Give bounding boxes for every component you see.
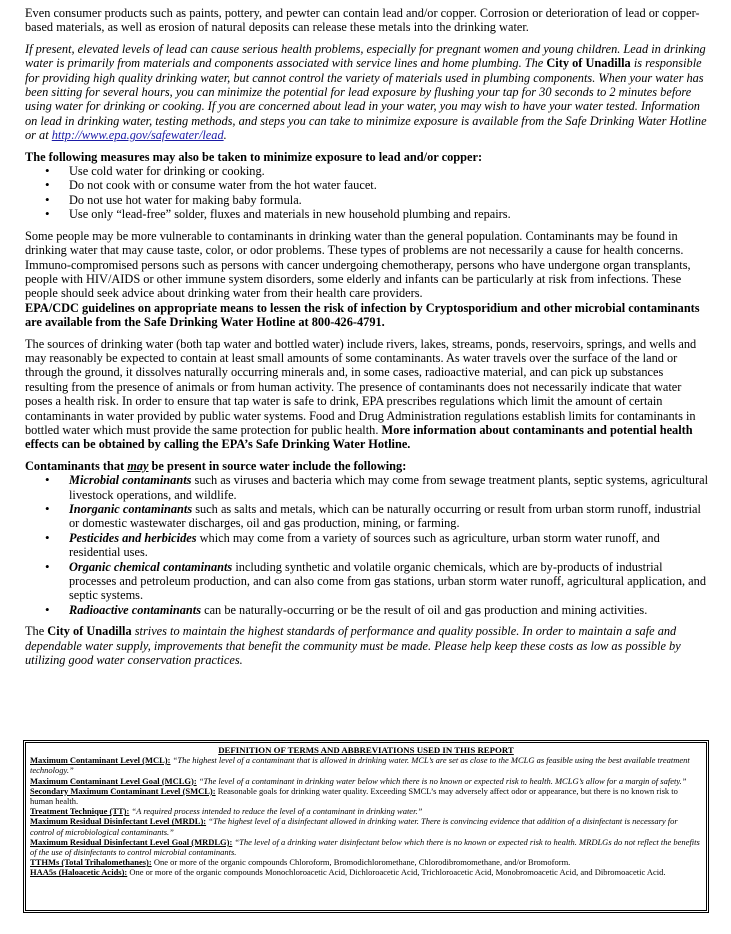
definitions-title: DEFINITION OF TERMS AND ABBREVIATIONS USED IN THIS REPORT (218, 745, 514, 755)
report-page (25, 6, 709, 674)
contaminant-desc: such as viruses and bacteria which may come from sewage treatment plants, septic systems, agricultural livestock operations, and wildlife. (69, 473, 708, 502)
definition-row (30, 867, 702, 877)
contaminants-heading-may: may (127, 458, 149, 473)
city-name: City of Unadilla (546, 56, 631, 71)
definition-term: Maximum Residual Disinfectant Level (MRDL): (30, 816, 207, 827)
contaminant-desc: which may come from a variety of sources such as agriculture, urban storm water runoff, and residential uses. (69, 530, 660, 560)
contaminant-desc: including synthetic and volatile organic chemicals, which are by-products of industrial processes and petroleum production, and can also come from gas stations, urban storm water runoff, agricultural application, and septic systems. (69, 559, 706, 603)
vulnerable-populations-paragraph (25, 229, 709, 330)
list-item (25, 603, 709, 617)
lead-health-end: . (223, 128, 227, 143)
list-item: • Do not cook with or consume water from the hot water faucet. (25, 178, 709, 192)
closing-paragraph (25, 624, 709, 667)
definition-row (30, 755, 702, 775)
definition-row (30, 776, 702, 786)
contaminant-desc: can be naturally-occurring or be the result of oil and gas production and mining activities. (201, 602, 648, 617)
definition-term: TTHMs (Total Trihalomethanes): (30, 857, 152, 868)
contaminants-heading-a: Contaminants that (25, 458, 128, 473)
contaminants-heading-b: be present in source water include the following: (148, 458, 407, 473)
list-item (25, 473, 709, 502)
contaminants-heading (25, 459, 709, 473)
definition-text: “The highest level of a disinfectant allowed in drinking water. There is convincing evidence that addition of a disinfectant is necessary for control of microbiological contaminants.” (30, 816, 678, 837)
list-item: • Use cold water for drinking or cooking. (25, 164, 709, 178)
definition-row (30, 786, 702, 806)
definition-row (30, 837, 702, 857)
contaminant-term: Microbial contaminants (69, 473, 192, 488)
definition-text: “The highest level of a contaminant that is allowed in drinking water. MCL’s are set as close to the MCLG as feasible using the best available treatment technology.” (30, 755, 690, 776)
definition-text: One or more of the organic compounds Chloroform, Bromodichloromethane, Chlorodibromomethane, and/or Bromoform. (151, 857, 571, 868)
hotline-info: More information about contaminants and potential health effects can be obtained by calling the EPA’s Safe Drinking Water Hotline. (25, 422, 693, 452)
definition-term: HAA5s (Haloacetic Acids): (30, 867, 128, 878)
list-item (25, 502, 709, 531)
consumer-products-paragraph: Even consumer products such as paints, pottery, and pewter can contain lead and/or copper. Corrosion or deterioration of lead or copper-based materials, as well as erosion of natural deposits can release these metals into the drinking water. (25, 6, 700, 35)
contaminant-term: Inorganic contaminants (69, 502, 193, 516)
definition-text: Reasonable goals for drinking water quality. Exceeding SMCL’s may adversely affect odor or appearance, but there is no known risk to human health. (30, 785, 678, 807)
lead-health-paragraph (25, 42, 709, 143)
list-item (25, 531, 709, 560)
water-sources-paragraph (25, 337, 709, 452)
lead-health-text: If present, elevated levels of lead can cause serious health problems, especially for pregnant women and young children. Lead in drinking water is primarily from materials and components associated with service lines and home plumbing. The (25, 41, 706, 71)
closing-text: strives to maintain the highest standards of performance and quality possible. In order to maintain a safe and dependable water supply, improvements that benefit the community must be made. Please help keep these costs as low as possible by utilizing good water conservation practices. (25, 624, 681, 668)
definition-text: “A required process intended to reduce the level of a contaminant in drinking water.” (129, 806, 423, 817)
definition-term: Secondary Maximum Contaminant Level (SMCL): (30, 785, 216, 796)
definition-row (30, 806, 702, 816)
definition-row (30, 857, 702, 867)
list-item: • Do not use hot water for making baby formula. (25, 193, 709, 207)
epa-cdc-guidelines: EPA/CDC guidelines on appropriate means to lessen the risk of infection by Cryptosporidium and other microbial contaminants are available from the Safe Drinking Water Hotline at 800-426-4791. (25, 300, 700, 330)
definition-text: “The level of a contaminant in drinking water below which there is no known or expected risk to health. MCLG’s allow for a margin of safety.” (196, 775, 687, 786)
measures-list (25, 164, 709, 222)
definition-term: Maximum Contaminant Level (MCL): (30, 755, 171, 766)
lead-health-text-cont: is responsible for providing high quality drinking water, but cannot control the variety of materials used in plumbing components. When your water has been sitting for several hours, you can minimize the potential for lead exposure by flushing your tap for 30 seconds to 2 minutes before using water for drinking or cooking. If you are concerned about lead in your water, you may wish to have your water tested. Information on lead in drinking water, testing methods, and steps you can take to minimize exposure is available from the Safe Drinking Water Hotline or at (25, 56, 707, 143)
epa-lead-link[interactable]: http://www.epa.gov/safewater/lead (51, 128, 224, 143)
definition-text: One or more of the organic compounds Monochloroacetic Acid, Dichloroacetic Acid, Trichloroacetic Acid, Monobromoacetic Acid, and Dibromoacetic Acid. (127, 867, 666, 878)
sources-text: The sources of drinking water (both tap water and bottled water) include rivers, lakes, streams, ponds, reservoirs, springs, and wells and may reasonably be expected to contain at least small amounts of some contaminants. As water travels over the surface of the land or through the ground, it dissolves naturally occurring minerals and, in some cases, radioactive material, and can pick up substances resulting from the presence of animals or from human activity. The presence of contaminants does not necessarily indicate that water poses a health risk. In order to ensure that tap water is safe to drink, EPA prescribes regulations which limit the amount of certain contaminants in water provided by public water systems. Food and Drug Administration regulations establish limits for contaminants in bottled water which must provide the same protection for public health. (25, 336, 697, 437)
list-item (25, 560, 709, 603)
definitions-box (23, 740, 709, 913)
definition-term: Maximum Residual Disinfectant Level Goal (MRDLG): (30, 836, 233, 847)
contaminant-term: Pesticides and herbicides (69, 530, 197, 545)
contaminants-list (25, 473, 709, 617)
definition-term: Maximum Contaminant Level Goal (MCLG): (30, 775, 197, 786)
definition-term: Treatment Technique (TT): (30, 806, 130, 817)
definition-row (30, 816, 702, 836)
city-name: City of Unadilla (47, 624, 132, 639)
list-item: • Use only “lead-free” solder, fluxes and materials in new household plumbing and repairs. (25, 207, 709, 221)
contaminant-term: Radioactive contaminants (69, 602, 202, 617)
contaminant-term: Organic chemical contaminants (69, 559, 233, 574)
closing-a: The (25, 624, 48, 639)
vulnerable-text: Some people may be more vulnerable to contaminants in drinking water than the general population. Contaminants may be found in drinking water that may cause taste, color, or odor problems. These types of problems are not necessarily a cause for health concerns. Immuno-compromised persons such as persons with cancer undergoing chemotherapy, persons who have undergone organ transplants, people with HIV/AIDS or other immune system disorders, some elderly and infants can be particularly at risk from infections. These people should seek advice about drinking water from their health care providers. (25, 228, 691, 301)
measures-heading: The following measures may also be taken to minimize exposure to lead and/or copper: (25, 149, 483, 164)
definition-text: “The level of a drinking water disinfectant below which there is no known or expected risk to health. MRDLGs do not reflect the benefits of the use of disinfectants to control microbial contaminants. (30, 836, 700, 858)
contaminant-desc: such as salts and metals, which can be naturally occurring or result from urban storm runoff, industrial or domestic wastewater discharges, oil and gas production, mining, or farming. (69, 502, 701, 531)
